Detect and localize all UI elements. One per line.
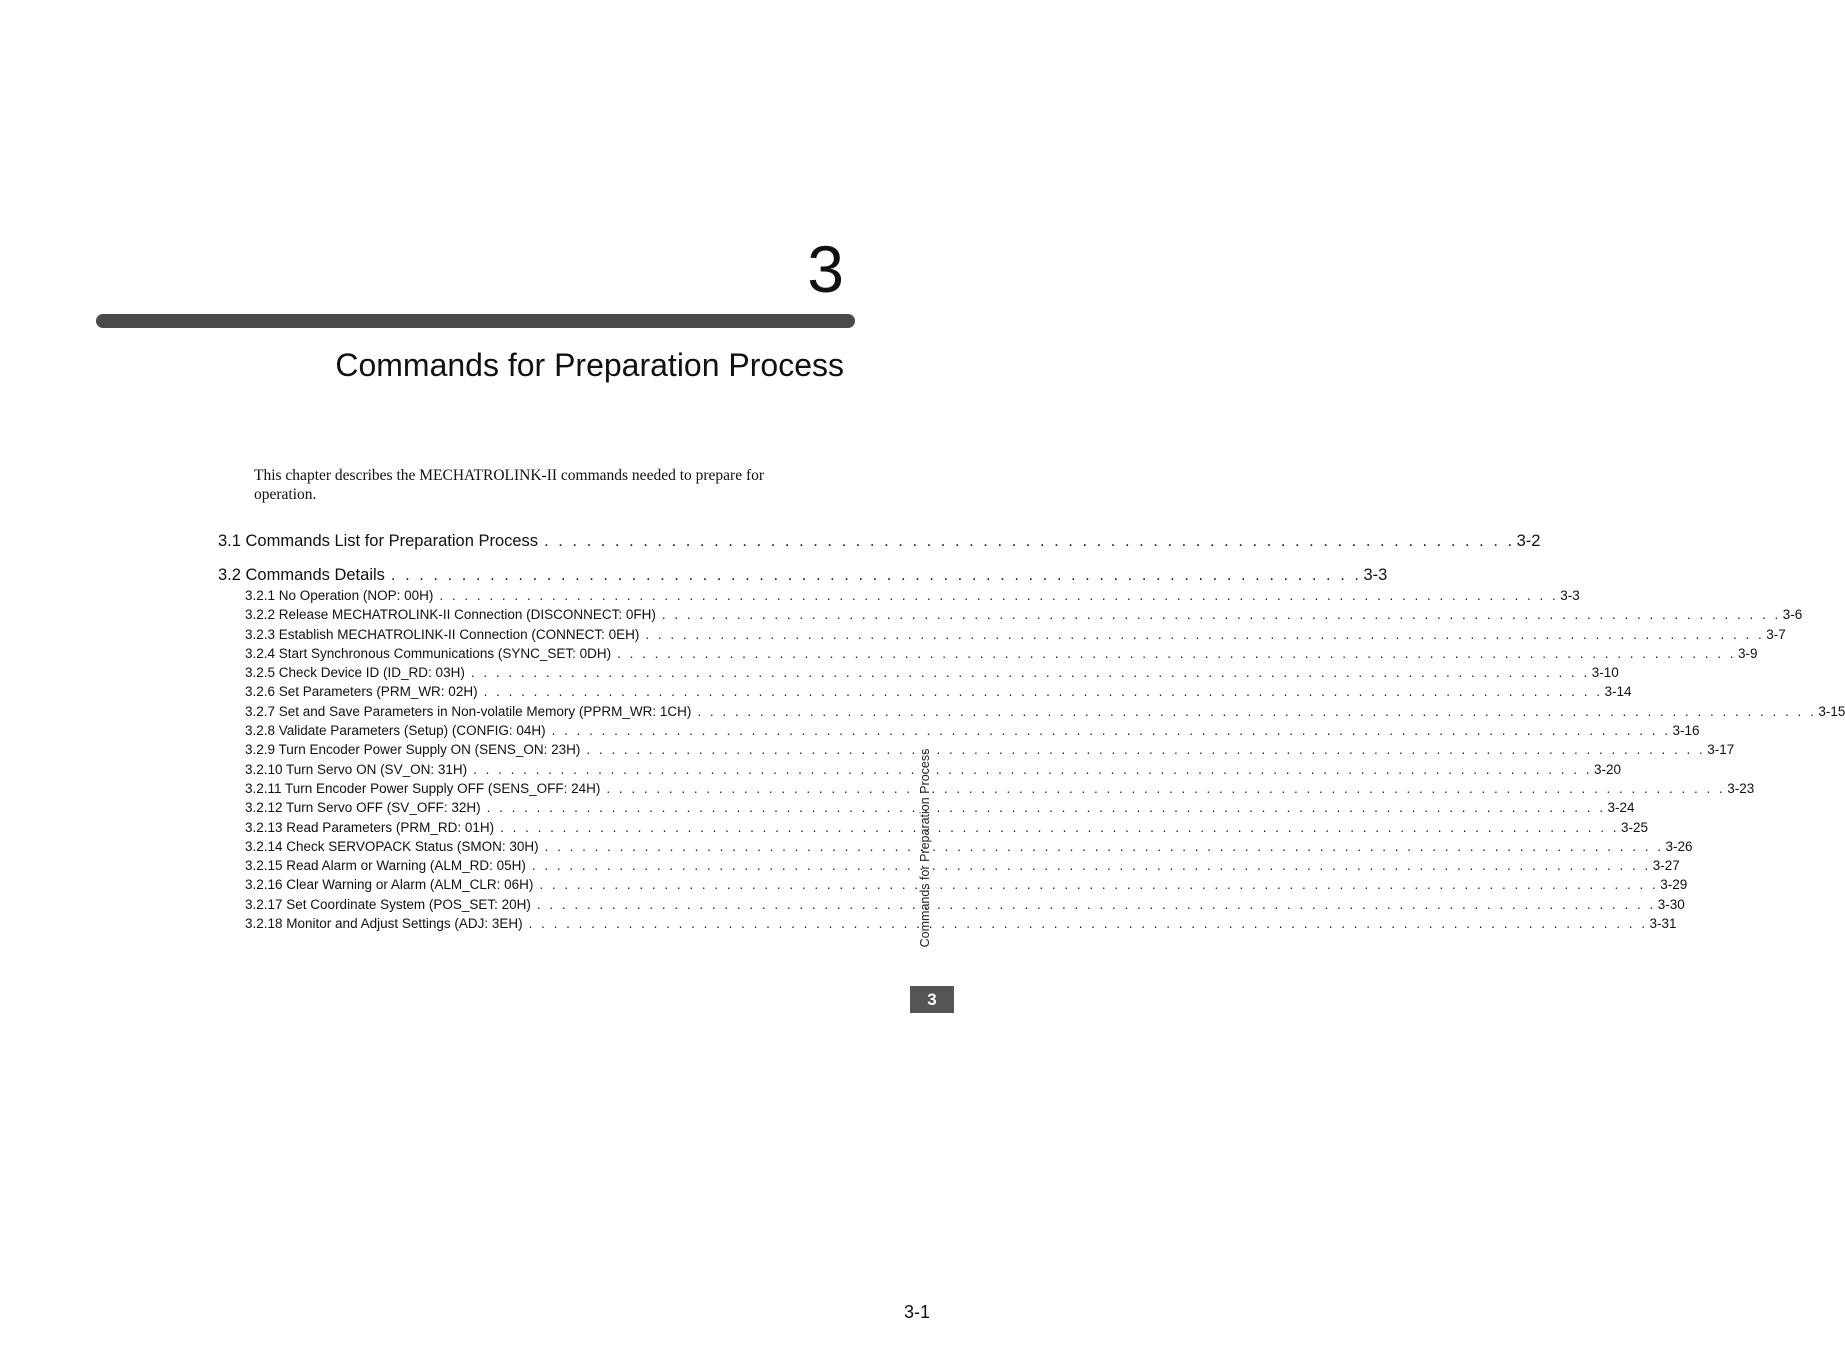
toc-leader: . . . . . . . . . . . . . . . . . . . . . . . . . . . . . . . . . . . . . . . . . . . . . . . . . . . . . . . . . . . . . . . . . . . . . . . . . . . . . . . . . . . . . . . . . . — [528, 916, 1648, 932]
toc-subentry-page: 3-6 — [1782, 607, 1803, 623]
toc-subentry[interactable] — [218, 761, 1622, 781]
toc-subentry[interactable] — [218, 723, 1700, 742]
toc-subentry-page: 3-29 — [1660, 877, 1688, 893]
toc-subentry-page: 3-14 — [1604, 684, 1632, 700]
toc-leader: . . . . . . . . . . . . . . . . . . . . . . . . . . . . . . . . . . . . . . . . . . . . . . . . . . . . . . . . . . . . . . . . . . . . . . . . . . . . . . . . . . . . . . . . . . — [544, 838, 1664, 854]
toc-subentry-page: 3-20 — [1593, 761, 1622, 777]
toc-subentry-title: 3.2.3 Establish MECHATROLINK-II Connection (CONNECT: 0EH) — [245, 626, 640, 642]
toc-subentry[interactable] — [218, 665, 1619, 684]
toc-subentry-title: 3.2.12 Turn Servo OFF (SV_OFF: 32H) — [245, 800, 481, 816]
toc-subentry-title: 3.2.16 Clear Warning or Alarm (ALM_CLR: 06H) — [245, 877, 534, 893]
toc-leader: . . . . . . . . . . . . . . . . . . . . . . . . . . . . . . . . . . . . . . . . . . . . . . . . . . . . . . . . . . . . . . . . . . . . . . . . . . . . . . . . . . . . . . . . . . — [697, 703, 1817, 719]
toc-leader: . . . . . . . . . . . . . . . . . . . . . . . . . . . . . . . . . . . . . . . . . . . . . . . . . . . . . . . . . . . . . . . . . . . . . . . . . . . . . . . . . . . . . . . . . . — [483, 684, 1603, 700]
toc-subentry-title: 3.2.13 Read Parameters (PRM_RD: 01H) — [245, 819, 495, 835]
toc-subentry-page: 3-25 — [1621, 819, 1649, 835]
toc-entry[interactable] — [218, 532, 1541, 554]
toc-subentry[interactable] — [218, 607, 1803, 626]
toc-subentry[interactable] — [218, 645, 1758, 665]
toc-leader: . . . . . . . . . . . . . . . . . . . . . . . . . . . . . . . . . . . . . . . . . . . . . . . . . . . . . . . . . . . . . . . . . . . . . . . . . . . . . . . . . . . . . . . . . . — [470, 665, 1590, 681]
toc-subentry-page: 3-3 — [1560, 588, 1580, 603]
toc-subentry-page: 3-7 — [1766, 626, 1786, 642]
toc-subentry[interactable] — [218, 858, 1680, 877]
toc-leader: . . . . . . . . . . . . . . . . . . . . . . . . . . . . . . . . . . . . . . . . . . . . . . . . . . . . . . . . . . . . . . . . . . . . . . . . . . . . . . . . . . . . . . . . . . — [551, 723, 1671, 739]
toc-subentry-page: 3-31 — [1649, 916, 1677, 932]
toc-subentry-title: 3.2.1 No Operation (NOP: 00H) — [245, 588, 434, 603]
toc-leader: . . . . . . . . . . . . . . . . . . . . . . . . . . . . . . . . . . . . . . . . . . . . . . . . . . . . . . . . . . . . . . . . . . . . . — [544, 532, 1515, 550]
toc-subentry-page: 3-9 — [1738, 645, 1758, 661]
toc-leader: . . . . . . . . . . . . . . . . . . . . . . . . . . . . . . . . . . . . . . . . . . . . . . . . . . . . . . . . . . . . . . . . . . . . . . . . . . . . . . . . . . . . . . . . . . — [531, 858, 1651, 874]
toc-subentry-title: 3.2.9 Turn Encoder Power Supply ON (SENS_ON: 23H) — [245, 742, 581, 758]
toc-entry-page: 3-3 — [1363, 566, 1388, 584]
toc-subentry-title: 3.2.14 Check SERVOPACK Status (SMON: 30H) — [245, 838, 539, 854]
toc-subentry[interactable] — [218, 588, 1580, 607]
toc-subentry[interactable] — [218, 916, 1677, 935]
toc-subentry-page: 3-15 — [1818, 703, 1845, 719]
toc-leader: . . . . . . . . . . . . . . . . . . . . . . . . . . . . . . . . . . . . . . . . . . . . . . . . . . . . . . . . . . . . . . . . . . . . . . . . . . . . . . . . . . . . . . . . . . — [500, 819, 1619, 835]
toc-subentry-page: 3-10 — [1591, 665, 1619, 681]
toc-subentry[interactable] — [218, 877, 1688, 896]
toc-leader: . . . . . . . . . . . . . . . . . . . . . . . . . . . . . . . . . . . . . . . . . . . . . . . . . . . . . . . . . . . . . . . . . . . . . — [390, 566, 1362, 584]
toc-subentry[interactable] — [218, 800, 1635, 819]
toc-subentry-page: 3-17 — [1707, 742, 1735, 758]
toc-subentry-title: 3.2.5 Check Device ID (ID_RD: 03H) — [245, 665, 465, 681]
toc-subentry[interactable] — [218, 896, 1685, 916]
toc-subentry[interactable] — [218, 703, 1845, 723]
toc-entry-title: 3.1 Commands List for Preparation Process — [218, 532, 539, 550]
toc-subentry-title: 3.2.10 Turn Servo ON (SV_ON: 31H) — [245, 761, 468, 777]
toc-subentry-title: 3.2.8 Validate Parameters (Setup) (CONFIG: 04H) — [245, 723, 546, 739]
toc-leader: . . . . . . . . . . . . . . . . . . . . . . . . . . . . . . . . . . . . . . . . . . . . . . . . . . . . . . . . . . . . . . . . . . . . . . . . . . . . . . . . . . . . . . . . . . — [645, 626, 1765, 642]
toc-subentry[interactable] — [218, 626, 1786, 646]
side-chapter-tab: 3 — [910, 986, 954, 1013]
toc-leader: . . . . . . . . . . . . . . . . . . . . . . . . . . . . . . . . . . . . . . . . . . . . . . . . . . . . . . . . . . . . . . . . . . . . . . . . . . . . . . . . . . . . . . . . . . — [617, 645, 1737, 661]
toc-subentry[interactable] — [218, 684, 1632, 703]
toc-subentry[interactable] — [218, 838, 1693, 858]
toc-subentry-title: 3.2.11 Turn Encoder Power Supply OFF (SENS_OFF: 24H) — [245, 780, 601, 796]
toc-subentry-title: 3.2.17 Set Coordinate System (POS_SET: 20H) — [245, 896, 531, 912]
toc-leader: . . . . . . . . . . . . . . . . . . . . . . . . . . . . . . . . . . . . . . . . . . . . . . . . . . . . . . . . . . . . . . . . . . . . . . . . . . . . . . . . . . . . . . . . . . — [536, 896, 1656, 912]
toc-subentry-title: 3.2.15 Read Alarm or Warning (ALM_RD: 05H) — [245, 858, 526, 874]
toc-subentry[interactable] — [218, 819, 1649, 839]
toc-subentry-page: 3-24 — [1607, 800, 1635, 816]
toc-subentry[interactable] — [218, 742, 1735, 761]
chapter-number: 3 — [807, 232, 844, 306]
toc-entry-title: 3.2 Commands Details — [218, 566, 385, 584]
toc-subentry-title: 3.2.18 Monitor and Adjust Settings (ADJ: 3EH) — [245, 916, 523, 932]
toc-leader: . . . . . . . . . . . . . . . . . . . . . . . . . . . . . . . . . . . . . . . . . . . . . . . . . . . . . . . . . . . . . . . . . . . . . . . . . . . . . . . . . . . . . . . . . . — [586, 742, 1706, 758]
toc-entry[interactable] — [218, 566, 1388, 588]
toc-entry-page: 3-2 — [1516, 532, 1541, 550]
chapter-intro: This chapter describes the MECHATROLINK-II commands needed to prepare for operation. — [254, 467, 765, 503]
toc-subentry-page: 3-27 — [1652, 858, 1680, 874]
toc-subentry-title: 3.2.2 Release MECHATROLINK-II Connection (DISCONNECT: 0FH) — [245, 607, 656, 623]
toc-leader: . . . . . . . . . . . . . . . . . . . . . . . . . . . . . . . . . . . . . . . . . . . . . . . . . . . . . . . . . . . . . . . . . . . . . . . . . . . . . . . . . . . . . . . . . . — [473, 761, 1592, 777]
toc-subentry-page: 3-16 — [1672, 723, 1700, 739]
toc-subentry-page: 3-30 — [1657, 896, 1685, 912]
toc-leader: . . . . . . . . . . . . . . . . . . . . . . . . . . . . . . . . . . . . . . . . . . . . . . . . . . . . . . . . . . . . . . . . . . . . . . . . . . . . . . . . . . . . . . . . . . — [539, 877, 1659, 893]
toc-subentry-title: 3.2.4 Start Synchronous Communications (SYNC_SET: 0DH) — [245, 645, 612, 661]
toc-subentry-title: 3.2.6 Set Parameters (PRM_WR: 02H) — [245, 684, 478, 700]
page-number: 3-1 — [903, 1302, 930, 1322]
chapter-title: Commands for Preparation Process — [335, 347, 844, 383]
toc-leader: . . . . . . . . . . . . . . . . . . . . . . . . . . . . . . . . . . . . . . . . . . . . . . . . . . . . . . . . . . . . . . . . . . . . . . . . . . . . . . . . . . . . . . . . . . — [661, 607, 1781, 623]
toc-leader: . . . . . . . . . . . . . . . . . . . . . . . . . . . . . . . . . . . . . . . . . . . . . . . . . . . . . . . . . . . . . . . . . . . . . . . . . . . . . . . . . . . . . . . . . . — [606, 780, 1726, 796]
toc-leader: . . . . . . . . . . . . . . . . . . . . . . . . . . . . . . . . . . . . . . . . . . . . . . . . . . . . . . . . . . . . . . . . . . . . . . . . . . . . . . . . . . . . . . . . . . — [439, 588, 1559, 603]
toc-subentry-page: 3-23 — [1727, 780, 1755, 796]
chapter-rule — [96, 314, 855, 328]
toc-subentry-title: 3.2.7 Set and Save Parameters in Non-volatile Memory (PPRM_WR: 1CH) — [245, 703, 692, 719]
toc-subentry[interactable] — [218, 780, 1755, 800]
toc-subentry-page: 3-26 — [1665, 838, 1693, 854]
toc-leader: . . . . . . . . . . . . . . . . . . . . . . . . . . . . . . . . . . . . . . . . . . . . . . . . . . . . . . . . . . . . . . . . . . . . . . . . . . . . . . . . . . . . . . . . . . — [486, 800, 1606, 816]
side-chapter-label: Commands for Preparation Process — [918, 748, 932, 948]
